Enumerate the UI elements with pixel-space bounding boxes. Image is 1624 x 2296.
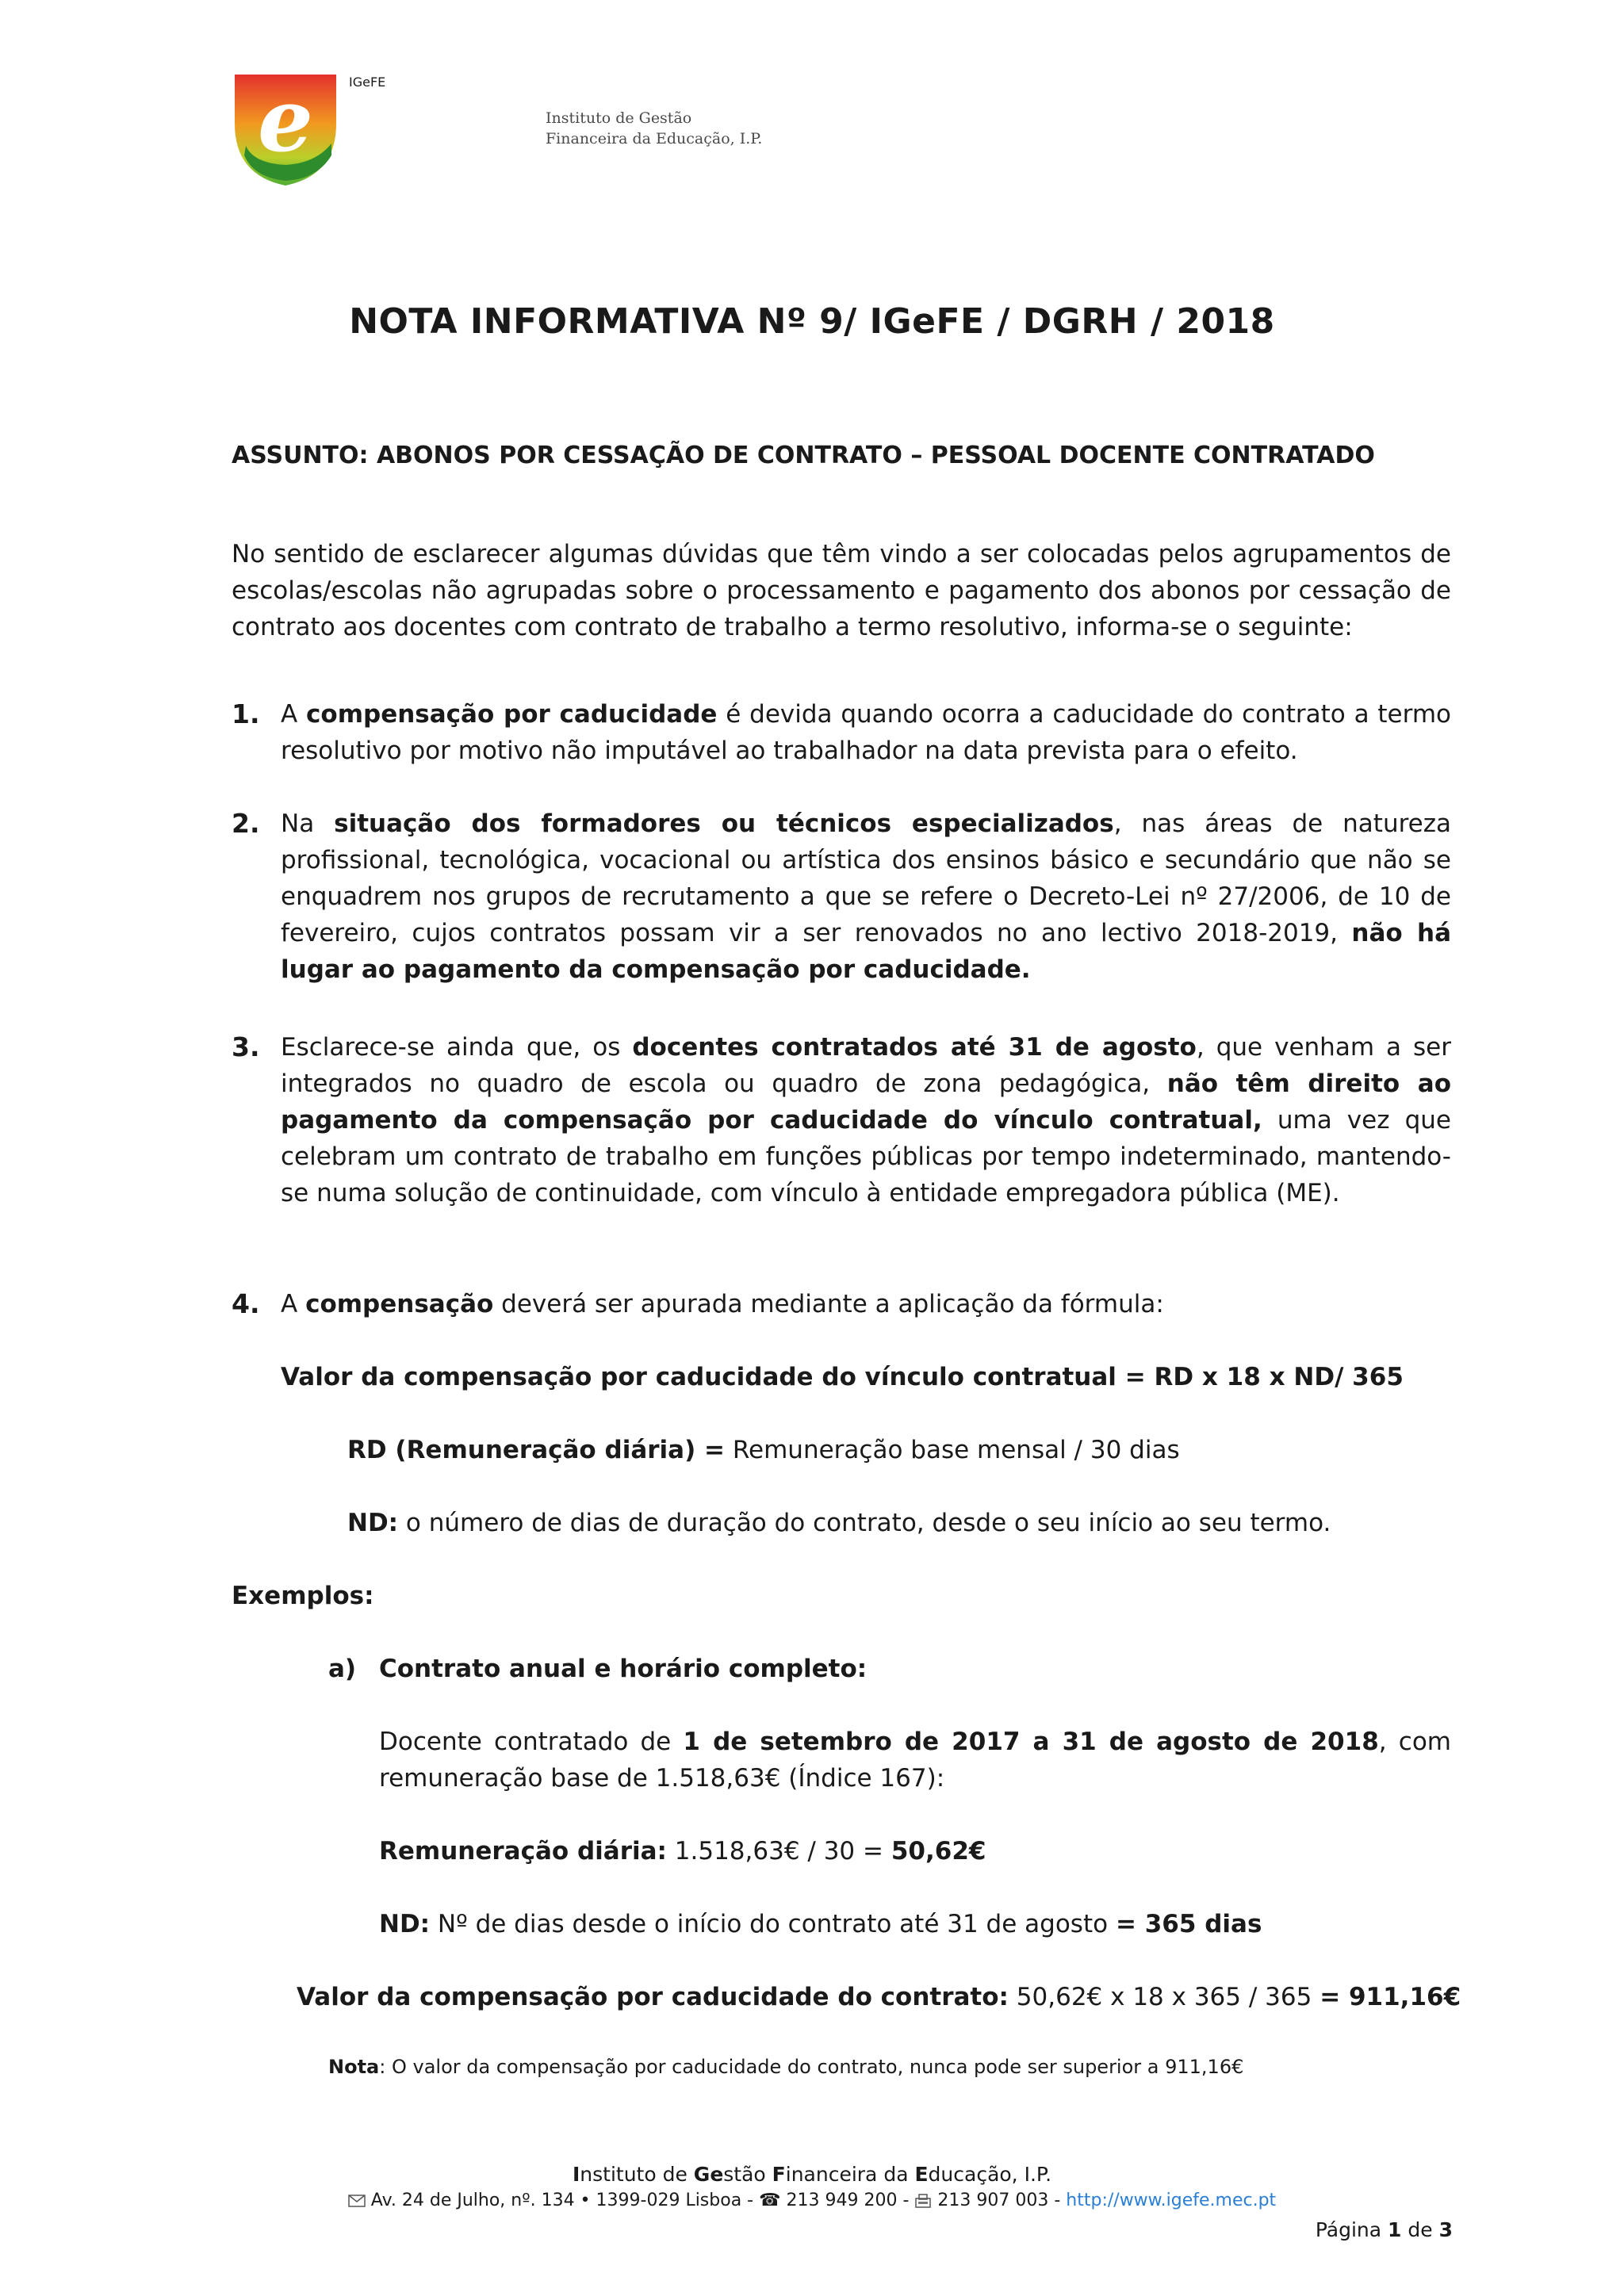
example-a-daily-remuneration: Remuneração diária: 1.518,63€ / 30 = 50,62€ <box>379 1837 986 1866</box>
nd-definition: ND: o número de dias de duração do contrato, desde o seu início ao seu termo. <box>347 1509 1331 1537</box>
document-title: NOTA INFORMATIVA Nº 9/ IGeFE / DGRH / 2018 <box>349 301 1275 342</box>
logo-sub-line2: Financeira da Educação, I.P. <box>546 130 763 147</box>
compensation-formula: Valor da compensação por caducidade do vínculo contratual = RD x 18 x ND/ 365 <box>281 1363 1404 1391</box>
phone-icon: ☎ <box>759 2191 781 2210</box>
svg-text:e: e <box>258 69 313 171</box>
example-a-title: Contrato anual e horário completo: <box>379 1655 868 1683</box>
footer-url-link[interactable]: http://www.igefe.mec.pt <box>1066 2191 1277 2210</box>
example-a-label: a) <box>328 1655 357 1683</box>
examples-heading: Exemplos: <box>232 1582 374 1610</box>
footer-institution: Instituto de Gestão Financeira da Educação, I.P. <box>572 2163 1052 2186</box>
page-number: Página 1 de 3 <box>1315 2218 1453 2241</box>
igefe-logo-subtitle <box>546 108 762 149</box>
example-a-nd: ND: Nº de dias desde o início do contrato até 31 de agosto = 365 dias <box>379 1910 1262 1938</box>
example-a-compensation-value: Valor da compensação por caducidade do contrato: 50,62€ x 18 x 365 / 365 = 911,16€ <box>297 1983 1461 2011</box>
item-1-text: A compensação por caducidade é devida quando ocorra a caducidade do contrato a termo resolutivo por motivo não imputável ao trabalhador na data prevista para o efeito. <box>281 700 1451 765</box>
item-3-text: Esclarece-se ainda que, os docentes contratados até 31 de agosto, que venham a ser integrados no quadro de escola ou quadro de zona pedagógica, não têm direito ao pagamento da compensação por caducidade do vínculo contratual, uma vez que celebram um contrato de trabalho em funções públicas por tempo indeterminado, mantendo-se numa solução de continuidade, com vínculo à entidade empregadora pública (ME). <box>281 1033 1451 1207</box>
item-3-number: 3. <box>232 1031 260 1062</box>
note: Nota: O valor da compensação por caducidade do contrato, nunca pode ser superior a 911,16€ <box>328 2056 1244 2078</box>
item-2-text: Na situação dos formadores ou técnicos especializados, nas áreas de natureza profissional, tecnológica, vocacional ou artística dos ensinos básico e secundário que não se enquadrem nos grupos de recrutamento a que se refere o Decreto-Lei nº 27/2006, de 10 de fevereiro, cujos contratos possam vir a ser renovados no ano lectivo 2018-2019, não há lugar ao pagamento da compensação por caducidade. <box>281 809 1451 984</box>
item-4-number: 4. <box>232 1288 260 1319</box>
item-1-number: 1. <box>232 698 260 729</box>
rd-definition: RD (Remuneração diária) = Remuneração base mensal / 30 dias <box>347 1436 1180 1464</box>
envelope-icon <box>348 2195 366 2207</box>
intro-paragraph: No sentido de esclarecer algumas dúvidas que têm vindo a ser colocadas pelos agrupamentos de escolas/escolas não agrupadas sobre o processamento e pagamento dos abonos por cessação de contrato aos docentes com contrato de trabalho a termo resolutivo, informa-se o seguinte: <box>232 540 1451 641</box>
item-4-text: A compensação deverá ser apurada mediante a aplicação da fórmula: <box>281 1290 1164 1318</box>
igefe-logo-mark <box>230 68 341 187</box>
footer-address: Av. 24 de Julho, nº. 134 • 1399-029 Lisboa - <box>365 2191 760 2210</box>
example-a-description: Docente contratado de 1 de setembro de 2017 a 31 de agosto de 2018, com remuneração base de 1.518,63€ (Índice 167): <box>379 1728 1451 1793</box>
document-subject: ASSUNTO: ABONOS POR CESSAÇÃO DE CONTRATO – PESSOAL DOCENTE CONTRATADO <box>232 442 1375 469</box>
fax-icon <box>914 2194 932 2208</box>
item-2-number: 2. <box>232 808 260 839</box>
footer-fax: 213 907 003 - <box>932 2191 1067 2210</box>
logo-sub-line1: Instituto de Gestão <box>546 109 692 127</box>
footer-phone: 213 949 200 - <box>780 2191 915 2210</box>
igefe-logo-text: IGeFE <box>349 75 386 90</box>
footer-contacts <box>0 2188 1624 2214</box>
